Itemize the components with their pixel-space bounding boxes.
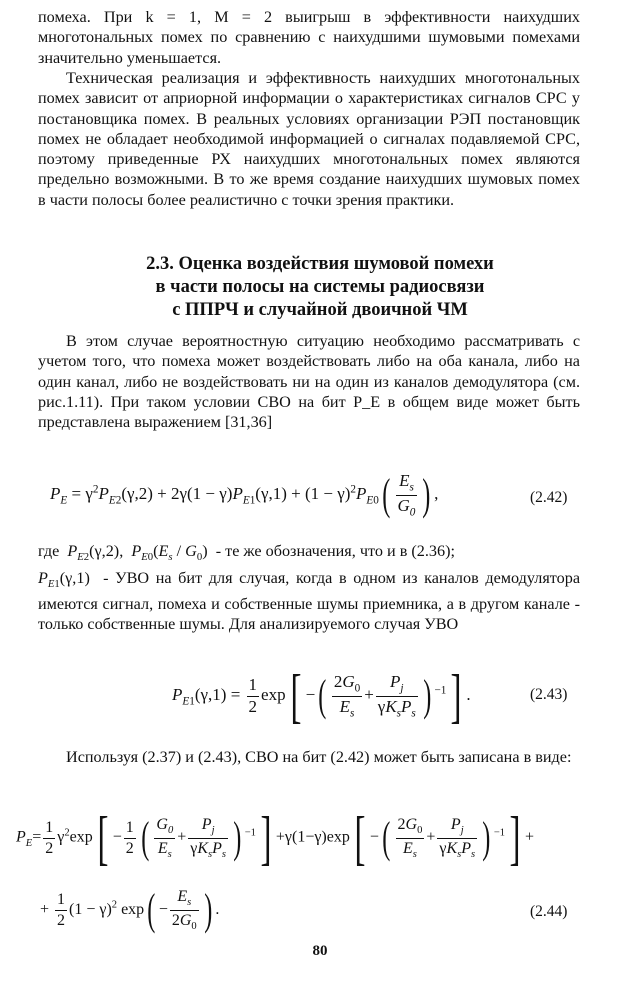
equation-2-43: $P_{E1}(\gamma,1)$ = $\frac{1}{2}$ exp[ −( $\frac{2G_0}{E_s}$ + $\frac{P_j}{\gamma K_sP_s}$ ) $^{-1}$] . — [172, 663, 471, 729]
equation-number-2-44: (2.44) — [530, 903, 568, 920]
para4-where: где — [38, 542, 60, 560]
para5-text: Используя (2.37) и (2.43), СВО на бит (2.42) может быть записана в виде: — [66, 748, 572, 766]
para2-text: Техническая реализация и эффективность наихудших многотональных помех зависит от априорной информации о характеристиках сигналов СРС у постановщика помех. В реальных условиях организации РЭП постановщик помех не обладает необходимой информацией о сигналах подавляемой СРС, поэтому приведенные РХ наихудших многотональных помех являются предельно возможными. В то же время создание наихудших шумовых помех в части полосы более реалистично с точки зрения практики. — [38, 69, 580, 209]
equation-number-2-42: (2.42) — [530, 489, 568, 506]
para4-description: - УВО на бит для случая, когда в одном из каналов демодулятора имеются сигнал, помеха и собственные шумы приемника, а в другом канале - только собственные шумы. Для анализируемого случая УВО — [38, 568, 581, 634]
equation-2-44-line-2: + $\frac{1}{2}$ $(1 - \gamma)^2$ exp( − $\frac{E_s}{2G_0}$ ) . — [40, 885, 220, 935]
paragraph-probability-situation — [38, 331, 580, 432]
equation-number-2-43: (2.43) — [530, 686, 568, 703]
page-number: 80 — [312, 943, 328, 959]
heading-line-1: 2.3. Оценка воздействия шумовой помехи — [146, 254, 494, 274]
paragraph-technical-realization — [38, 68, 580, 210]
paragraph-continuation — [38, 7, 580, 68]
paragraph-where-definitions — [38, 541, 580, 635]
equation-2-44-line-1: $P_E=$ $\frac{1}{2}$ $\gamma^2\exp$[ − $\frac{1}{2}$ ( $\frac{G_0}{E_s}$ + $\frac{P_j}{\gamma K_sP_s}$ ) $^{-1}$] +γ(1−γ)exp[ −( $\frac{2G_0}{E_s}$ + $\frac{P_j}{\gamma K_sP_s}$ ) $^{-1}$] + — [16, 805, 535, 871]
heading-line-2: в части полосы на системы радиосвязи — [155, 277, 485, 297]
para4-same-notation: - те же обозначения, что и в (2.36); — [215, 542, 455, 560]
paragraph-using — [38, 747, 580, 767]
para1-text: помеха. При k = 1, M = 2 выигрыш в эффективности наихудших многотональных помех по сравнению с наихудшими шумовыми помехами значительно уменьшается. — [38, 8, 580, 67]
inline-math-pe2: $P_{E2}(\gamma,2)$, $P_{E0}(E_s / G_0)$ — [67, 542, 212, 564]
para3-text: В этом случае вероятностную ситуацию необходимо рассматривать с учетом того, что помеха может воздействовать либо на оба канала, либо на один канал, либо не воздействовать ни на один из каналов демодулятора (см. рис.1.11). При таком условии СВО на бит P_E в общем виде может быть представлена выражением [31,36] — [38, 332, 580, 432]
heading-line-3: с ППРЧ и случайной двоичной ЧМ — [172, 300, 468, 320]
equation-2-42: $P_E = \gamma^2P_{E2}(\gamma,2) + 2\gamma(1 - \gamma)P_{E1}(\gamma,1) + (1 - \gamma)^2P_{E0}$( $\frac{E_s}{G_0}$ ) , — [50, 470, 439, 520]
inline-math-pe1: $P_{E1}(\gamma,1)$ — [38, 568, 97, 590]
section-heading — [40, 253, 600, 322]
